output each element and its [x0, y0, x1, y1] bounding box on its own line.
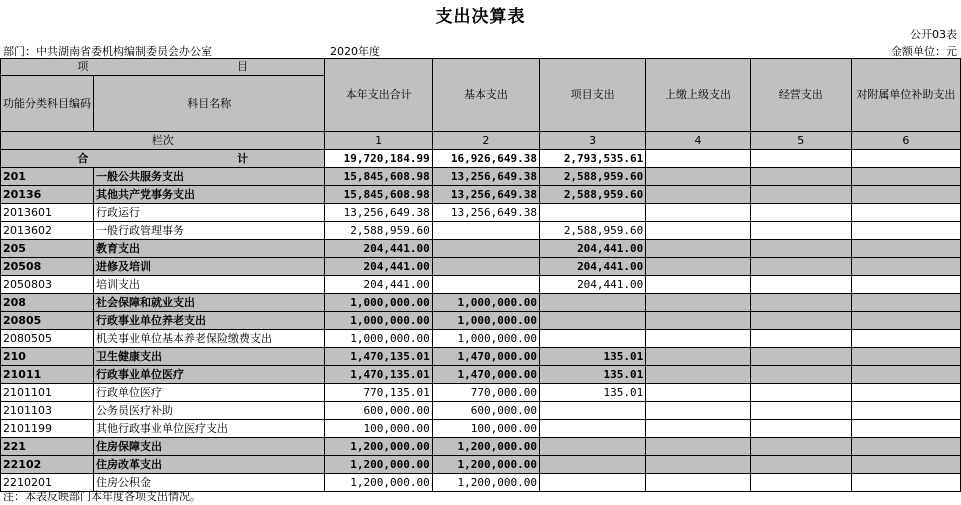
table-row: [1, 384, 961, 402]
amount-cell: 15,845,608.98: [325, 186, 432, 204]
header-operating-expenditure: 经营支出: [750, 59, 851, 132]
subject-name: 住房公积金: [94, 474, 325, 492]
subject-code: 2101103: [1, 402, 94, 420]
header-project-expenditure: 项目支出: [540, 59, 646, 132]
amount-cell: [851, 402, 960, 420]
subject-name: 机关事业单位基本养老保险缴费支出: [94, 330, 325, 348]
amount-cell: [646, 258, 750, 276]
table-row: [1, 456, 961, 474]
amount-cell: 1,470,135.01: [325, 366, 432, 384]
subject-code: 20136: [1, 186, 94, 204]
amount-cell: [851, 474, 960, 492]
subject-name: 一般公共服务支出: [94, 168, 325, 186]
amount-cell: [646, 186, 750, 204]
subject-code: 205: [1, 240, 94, 258]
subject-code: 2013601: [1, 204, 94, 222]
subject-name: 公务员医疗补助: [94, 402, 325, 420]
amount-cell: [750, 456, 851, 474]
amount-cell: [646, 348, 750, 366]
table-row: [1, 276, 961, 294]
amount-cell: 204,441.00: [325, 258, 432, 276]
amount-cell: [646, 330, 750, 348]
col-num: 3: [540, 132, 646, 150]
total-cell: 19,720,184.99: [325, 150, 432, 168]
amount-cell: [851, 456, 960, 474]
footnote: 注：本表反映部门本年度各项支出情况。: [3, 490, 201, 503]
amount-cell: [750, 222, 851, 240]
amount-cell: 1,200,000.00: [432, 456, 539, 474]
amount-cell: 1,470,000.00: [432, 348, 539, 366]
subject-code: 2050803: [1, 276, 94, 294]
header-basic-expenditure: 基本支出: [432, 59, 539, 132]
amount-cell: [646, 456, 750, 474]
amount-cell: [750, 312, 851, 330]
amount-cell: [646, 312, 750, 330]
amount-unit: 金额单位：元: [891, 45, 957, 58]
subject-code: 2101101: [1, 384, 94, 402]
amount-cell: 1,470,135.01: [325, 348, 432, 366]
amount-cell: [750, 438, 851, 456]
amount-cell: [540, 456, 646, 474]
total-cell: 2,793,535.61: [540, 150, 646, 168]
subject-code: 21011: [1, 366, 94, 384]
amount-cell: [851, 312, 960, 330]
amount-cell: 1,200,000.00: [432, 438, 539, 456]
amount-cell: 13,256,649.38: [432, 204, 539, 222]
amount-cell: [851, 294, 960, 312]
subject-name: 行政单位医疗: [94, 384, 325, 402]
amount-cell: 100,000.00: [432, 420, 539, 438]
amount-cell: [750, 348, 851, 366]
amount-cell: [432, 258, 539, 276]
amount-cell: [646, 438, 750, 456]
amount-cell: [851, 384, 960, 402]
total-cell: 16,926,649.38: [432, 150, 539, 168]
amount-cell: 204,441.00: [540, 240, 646, 258]
header-subsidy-affiliates: 对附属单位补助支出: [851, 59, 960, 132]
amount-cell: [750, 276, 851, 294]
amount-cell: [851, 168, 960, 186]
expenditure-table: [0, 58, 961, 492]
amount-cell: 204,441.00: [325, 276, 432, 294]
subject-code: 210: [1, 348, 94, 366]
subject-name: 社会保障和就业支出: [94, 294, 325, 312]
amount-cell: 2,588,959.60: [325, 222, 432, 240]
fiscal-year: 2020年度: [330, 45, 380, 58]
amount-cell: [432, 240, 539, 258]
amount-cell: 600,000.00: [325, 402, 432, 420]
amount-cell: [851, 438, 960, 456]
amount-cell: 13,256,649.38: [432, 168, 539, 186]
amount-cell: [540, 204, 646, 222]
amount-cell: 1,200,000.00: [325, 456, 432, 474]
amount-cell: [432, 276, 539, 294]
total-cell: [646, 150, 750, 168]
subject-code: 208: [1, 294, 94, 312]
amount-cell: [432, 222, 539, 240]
report-title: 支出决算表: [435, 7, 526, 27]
table-row: [1, 330, 961, 348]
header-remit-superior: 上缴上级支出: [646, 59, 750, 132]
table-row: [1, 204, 961, 222]
amount-cell: [750, 258, 851, 276]
table-row: [1, 348, 961, 366]
amount-cell: [646, 474, 750, 492]
subject-name: 其他行政事业单位医疗支出: [94, 420, 325, 438]
amount-cell: [646, 294, 750, 312]
subject-code: 221: [1, 438, 94, 456]
amount-cell: [646, 384, 750, 402]
amount-cell: 2,588,959.60: [540, 222, 646, 240]
total-cell: [750, 150, 851, 168]
amount-cell: 1,000,000.00: [432, 330, 539, 348]
subject-name: 行政事业单位医疗: [94, 366, 325, 384]
subject-name: 培训支出: [94, 276, 325, 294]
amount-cell: [540, 474, 646, 492]
amount-cell: 1,200,000.00: [325, 438, 432, 456]
subject-code: 22102: [1, 456, 94, 474]
header-name: 科目名称: [94, 76, 325, 132]
amount-cell: [540, 420, 646, 438]
amount-cell: 1,000,000.00: [325, 294, 432, 312]
col-num: 6: [851, 132, 960, 150]
amount-cell: [851, 276, 960, 294]
amount-cell: 15,845,608.98: [325, 168, 432, 186]
amount-cell: 1,000,000.00: [432, 312, 539, 330]
amount-cell: 135.01: [540, 348, 646, 366]
amount-cell: [750, 366, 851, 384]
table-row: [1, 222, 961, 240]
subject-code: 2013602: [1, 222, 94, 240]
amount-cell: [750, 240, 851, 258]
col-num: 4: [646, 132, 750, 150]
amount-cell: 204,441.00: [540, 258, 646, 276]
amount-cell: 135.01: [540, 366, 646, 384]
table-row: [1, 312, 961, 330]
amount-cell: [540, 312, 646, 330]
subject-name: 教育支出: [94, 240, 325, 258]
subject-code: 20508: [1, 258, 94, 276]
amount-cell: 1,200,000.00: [325, 474, 432, 492]
amount-cell: [750, 384, 851, 402]
subject-code: 2080505: [1, 330, 94, 348]
table-row: [1, 294, 961, 312]
amount-cell: [750, 294, 851, 312]
table-row: [1, 258, 961, 276]
table-row: [1, 168, 961, 186]
amount-cell: 770,000.00: [432, 384, 539, 402]
amount-cell: [851, 348, 960, 366]
header-code: 功能分类科目编码: [1, 76, 94, 132]
amount-cell: 204,441.00: [540, 276, 646, 294]
amount-cell: 1,200,000.00: [432, 474, 539, 492]
amount-cell: [540, 438, 646, 456]
amount-cell: [540, 402, 646, 420]
subject-name: 住房保障支出: [94, 438, 325, 456]
amount-cell: [646, 276, 750, 294]
amount-cell: 1,000,000.00: [325, 330, 432, 348]
lanci-label: 栏次: [1, 132, 325, 150]
subject-name: 行政事业单位养老支出: [94, 312, 325, 330]
amount-cell: [646, 222, 750, 240]
form-number: 公开03表: [910, 28, 957, 41]
table-row: [1, 438, 961, 456]
header-total-expenditure: 本年支出合计: [325, 59, 432, 132]
subject-name: 进修及培训: [94, 258, 325, 276]
table-row: [1, 402, 961, 420]
amount-cell: [646, 366, 750, 384]
table-row: [1, 420, 961, 438]
amount-cell: [750, 420, 851, 438]
total-row-label: 合 计: [1, 150, 325, 168]
col-num: 1: [325, 132, 432, 150]
amount-cell: [540, 330, 646, 348]
amount-cell: [540, 294, 646, 312]
table-row: [1, 366, 961, 384]
subject-name: 一般行政管理事务: [94, 222, 325, 240]
amount-cell: 2,588,959.60: [540, 168, 646, 186]
amount-cell: [646, 168, 750, 186]
amount-cell: [851, 366, 960, 384]
amount-cell: [851, 222, 960, 240]
subject-name: 住房改革支出: [94, 456, 325, 474]
amount-cell: 204,441.00: [325, 240, 432, 258]
amount-cell: [646, 420, 750, 438]
amount-cell: [750, 330, 851, 348]
amount-cell: 1,000,000.00: [432, 294, 539, 312]
amount-cell: [851, 186, 960, 204]
amount-cell: [851, 240, 960, 258]
subject-name: 卫生健康支出: [94, 348, 325, 366]
amount-cell: 600,000.00: [432, 402, 539, 420]
subject-code: 2101199: [1, 420, 94, 438]
amount-cell: [750, 186, 851, 204]
col-num: 5: [750, 132, 851, 150]
amount-cell: [851, 258, 960, 276]
amount-cell: 770,135.01: [325, 384, 432, 402]
department-label: 部门：中共湖南省委机构编制委员会办公室: [3, 45, 212, 58]
amount-cell: [646, 240, 750, 258]
table-row: [1, 240, 961, 258]
total-cell: [851, 150, 960, 168]
amount-cell: 1,000,000.00: [325, 312, 432, 330]
amount-cell: 13,256,649.38: [432, 186, 539, 204]
header-item-cell: 项 目: [1, 59, 325, 76]
amount-cell: 13,256,649.38: [325, 204, 432, 222]
amount-cell: [750, 204, 851, 222]
amount-cell: [646, 402, 750, 420]
amount-cell: 2,588,959.60: [540, 186, 646, 204]
amount-cell: [646, 204, 750, 222]
subject-name: 其他共产党事务支出: [94, 186, 325, 204]
subject-code: 20805: [1, 312, 94, 330]
table-row: [1, 186, 961, 204]
amount-cell: [851, 330, 960, 348]
amount-cell: 135.01: [540, 384, 646, 402]
amount-cell: 1,470,000.00: [432, 366, 539, 384]
col-num: 2: [432, 132, 539, 150]
subject-name: 行政运行: [94, 204, 325, 222]
amount-cell: [851, 420, 960, 438]
amount-cell: [750, 168, 851, 186]
amount-cell: [750, 402, 851, 420]
amount-cell: 100,000.00: [325, 420, 432, 438]
subject-code: 201: [1, 168, 94, 186]
amount-cell: [750, 474, 851, 492]
subject-code: 2210201: [1, 474, 94, 492]
amount-cell: [851, 204, 960, 222]
